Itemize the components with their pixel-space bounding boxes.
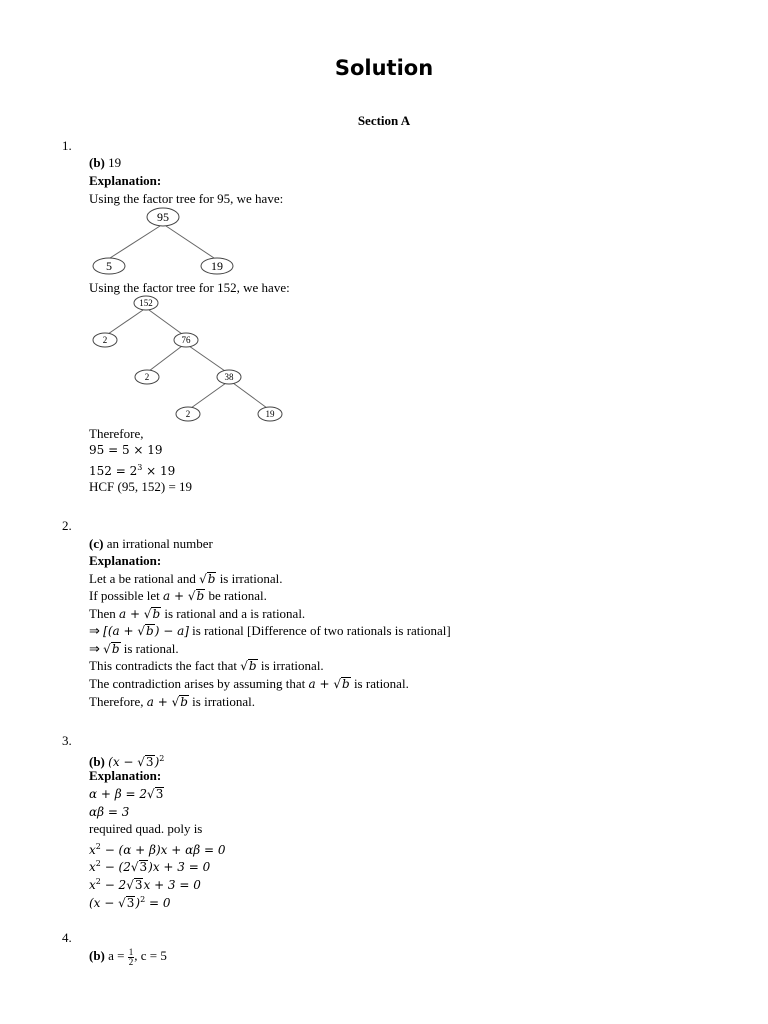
- section-heading: Section A: [357, 113, 411, 128]
- tree-node: 152: [139, 298, 153, 308]
- question-number: 3.: [62, 733, 72, 748]
- tree-node: 2: [102, 335, 108, 345]
- factor-tree-152: [88, 294, 288, 426]
- explanation-label: Explanation:: [89, 553, 162, 568]
- explanation-text: ⇒ √b is rational.: [89, 641, 179, 656]
- equation: 95 = 5 × 19: [89, 443, 163, 457]
- tree-node: 76: [181, 335, 191, 345]
- answer-text: an irrational number: [106, 536, 213, 551]
- question-number: 2.: [62, 518, 72, 533]
- explanation-text: Let a be rational and √b is irrational.: [89, 571, 283, 586]
- explanation-text: Then a + √b is rational and a is rational.: [89, 606, 306, 621]
- explanation-label: Explanation:: [89, 173, 162, 188]
- equation: $152 = 2^3 \times 19$: [89, 463, 176, 478]
- explanation-label: Explanation:: [89, 768, 162, 783]
- equation: α + β = 2√3: [89, 787, 164, 801]
- page-title: Solution: [334, 56, 434, 80]
- answer-option: (c): [89, 536, 104, 551]
- answer-option: (b): [89, 754, 105, 769]
- answer-line: [89, 535, 213, 552]
- explanation-text: This contradicts the fact that √b is irrational.: [89, 658, 324, 673]
- fraction: $\frac{1}{2}$: [128, 946, 134, 967]
- explanation-text: The contradiction arises by assuming that a + √b is rational.: [89, 676, 409, 691]
- answer-text: 19: [108, 155, 122, 170]
- answer-option: (b): [89, 155, 105, 170]
- equation: $(x - √3)^2 = 0$: [89, 895, 171, 910]
- explanation-text: Using the factor tree for 152, we have:: [89, 280, 290, 295]
- tree-node: 2: [144, 372, 150, 382]
- tree-node: 19: [211, 259, 223, 273]
- explanation-text: Therefore,: [89, 426, 144, 441]
- factor-tree-95: [88, 204, 248, 276]
- explanation-text: HCF (95, 152) = 19: [89, 479, 193, 494]
- answer-option: (b): [89, 948, 105, 963]
- explanation-text: Using the factor tree for 95, we have:: [89, 191, 284, 206]
- tree-node: 38: [224, 372, 234, 382]
- tree-node: 95: [157, 210, 169, 224]
- tree-node: 2: [185, 409, 191, 419]
- question-number: 1.: [62, 138, 72, 153]
- answer-line: (b) a = $\frac{1}{2}$ , c = 5: [89, 946, 167, 967]
- equation: αβ = 3: [89, 805, 130, 819]
- tree-node: 5: [106, 259, 112, 273]
- answer-math: $(x - √3)^2$: [108, 754, 165, 769]
- explanation-text: If possible let a + √b be rational.: [89, 588, 267, 603]
- equation: $x^2 - (\alpha + \beta)x + \alpha\beta = 0$: [89, 842, 226, 857]
- question-number: 4.: [62, 930, 72, 945]
- answer-line: [89, 154, 121, 171]
- equation: $x^2 - (2√3)x + 3 = 0$: [89, 859, 211, 874]
- explanation-text: required quad. poly is: [89, 821, 203, 836]
- explanation-text: ⇒ [(a + √b) − a] is rational [Difference of two rationals is rational]: [89, 623, 451, 638]
- tree-node: 19: [265, 409, 275, 419]
- equation: $x^2 - 2√3x + 3 = 0$: [89, 877, 201, 892]
- explanation-text: Therefore, a + √b is irrational.: [89, 694, 255, 709]
